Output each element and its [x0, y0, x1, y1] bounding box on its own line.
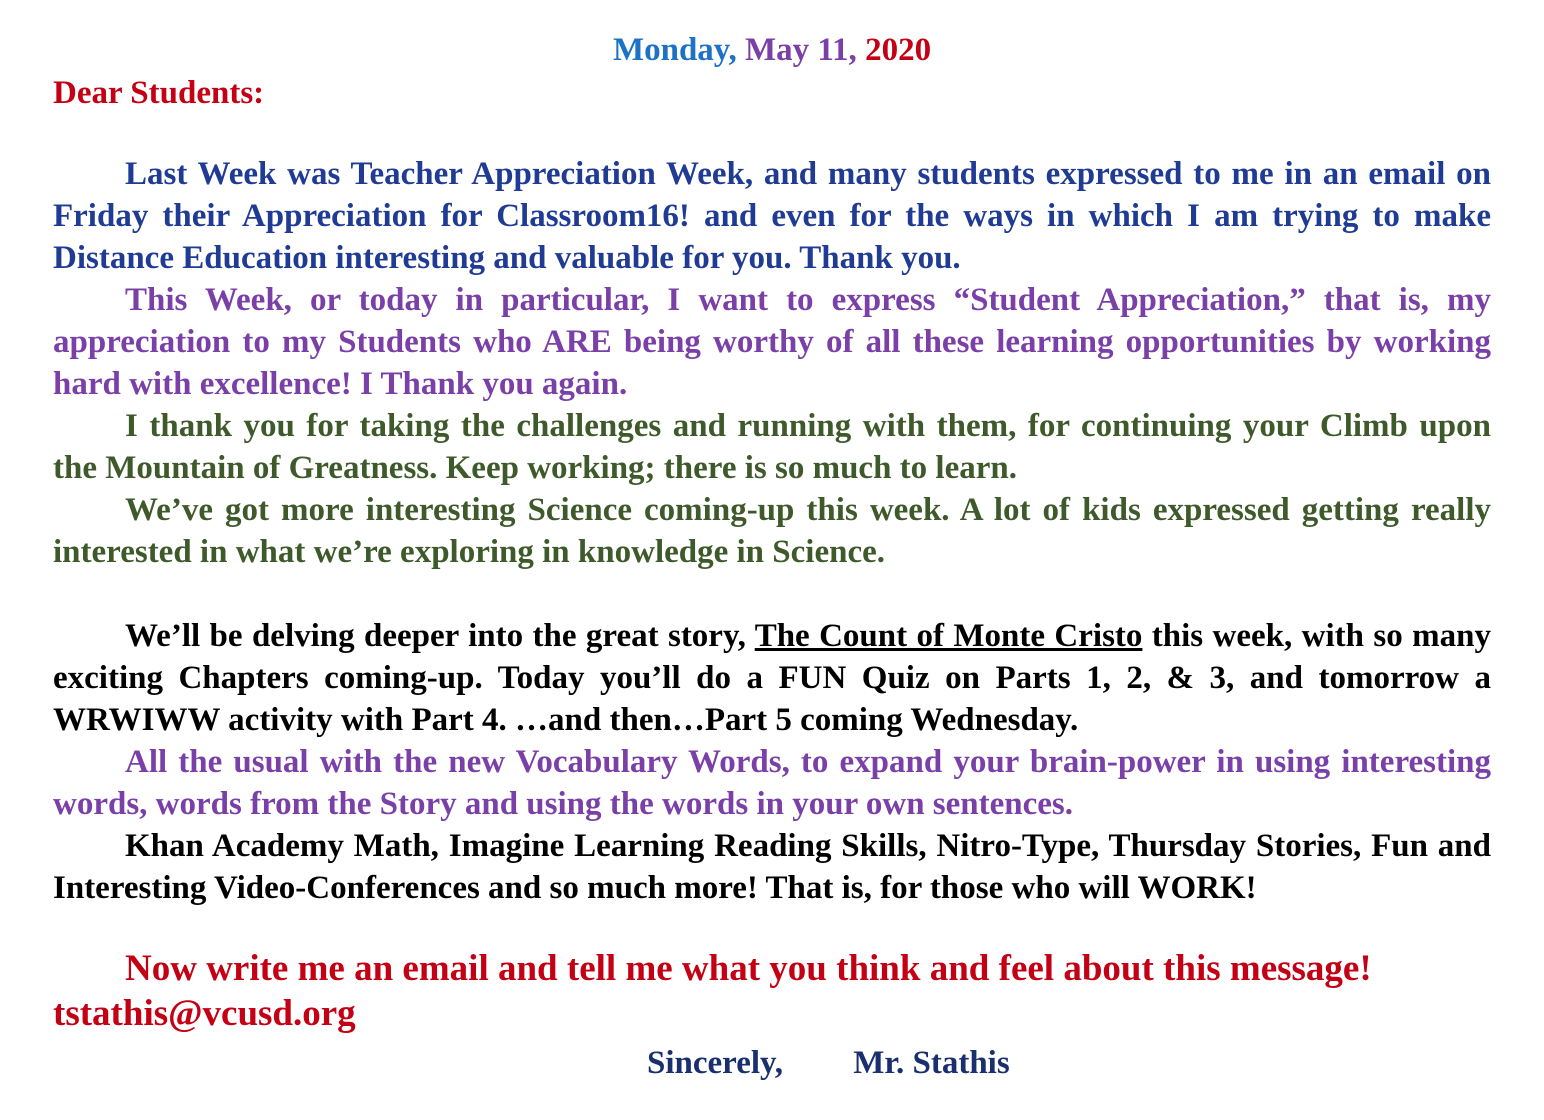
- paragraph-science: We’ve got more interesting Science coming-up this week. A lot of kids expressed getting really interested in what we’re exploring in knowledge in Science.: [53, 492, 1491, 570]
- book-title: The Count of Monte Cristo: [754, 618, 1143, 654]
- paragraph-student-appreciation: This Week, or today in particular, I want to express “Student Appreciation,” that is, my appreciation to my Students who ARE being worthy of all these learning opportunities by working hard with excellence! I Thank you again.: [53, 282, 1491, 402]
- salutation: Dear Students:: [53, 75, 265, 111]
- closing-request: Now write me an email and tell me what you think and feel about this message!: [125, 948, 1372, 989]
- signoff: [647, 1043, 1010, 1083]
- paragraph-monte-cristo: [53, 615, 1491, 741]
- paragraph-vocabulary: All the usual with the new Vocabulary Words, to expand your brain-power in using interesting words, words from the Story and using the words in your own sentences.: [53, 744, 1491, 822]
- monte-cristo-intro: We’ll be delving deeper into the great story,: [125, 618, 755, 654]
- paragraph-thank-you: I thank you for taking the challenges and running with them, for continuing your Climb upon the Mountain of Greatness. Keep working; there is so much to learn.: [53, 408, 1491, 486]
- date-year: 2020: [865, 32, 932, 68]
- paragraph-activities: Khan Academy Math, Imagine Learning Reading Skills, Nitro-Type, Thursday Stories, Fun and Interesting Video-Conferences and so much more! That is, for those who will WORK!: [53, 828, 1491, 906]
- letter-body: [53, 153, 1491, 1037]
- date-day: Monday,: [612, 32, 737, 68]
- date-month-day: May 11,: [744, 32, 857, 68]
- teacher-email: tstathis@vcusd.org: [53, 993, 356, 1034]
- paragraph-teacher-appreciation: Last Week was Teacher Appreciation Week, and many students expressed to me in an email on Friday their Appreciation for Classroom16! and even for the ways in which I am trying to make Distance Education interesting and valuable for you. Thank you.: [53, 156, 1491, 276]
- date-heading: [53, 30, 1491, 70]
- paragraph-spacer: [53, 909, 1491, 947]
- signoff-closing: Sincerely,: [647, 1045, 783, 1081]
- signoff-name: Mr. Stathis: [853, 1045, 1010, 1081]
- paragraph-spacer: [53, 573, 1491, 615]
- monte-cristo-details: this week, with so many exciting Chapters coming-up. Today you’ll do a FUN Quiz on Parts 1, 2, & 3, and tomorrow a WRWIWW activity with Part 4. …and then…Part 5 coming Wednesday.: [53, 618, 1491, 738]
